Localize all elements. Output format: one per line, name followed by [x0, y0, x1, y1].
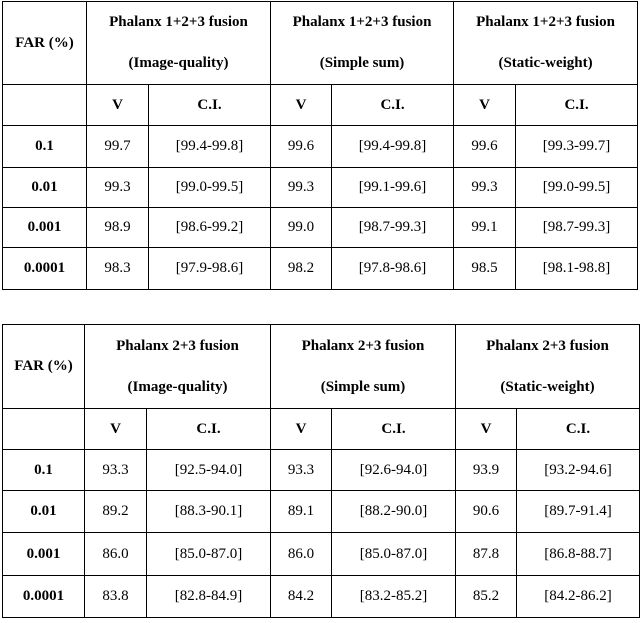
- col-ci: C.I.: [147, 409, 271, 450]
- ci-value: [99.3-99.7]: [516, 126, 638, 168]
- group-header-static-weight: [454, 2, 638, 85]
- table-row: [3, 491, 640, 533]
- group-title: Phalanx 2+3 fusion: [301, 337, 425, 354]
- v-value: 93.3: [271, 450, 332, 491]
- v-value: 86.0: [271, 533, 332, 576]
- v-value: 93.9: [456, 450, 517, 491]
- far-header: FAR (%): [3, 325, 85, 409]
- v-value: 93.3: [85, 450, 147, 491]
- v-value: 98.9: [87, 208, 149, 248]
- col-ci: C.I.: [516, 85, 638, 126]
- table-row: [3, 168, 638, 208]
- group-subtitle: (Simple sum): [319, 55, 405, 71]
- v-value: 99.6: [271, 126, 332, 168]
- ci-value: [88.3-90.1]: [147, 491, 271, 533]
- results-table-phalanx-23: [2, 324, 640, 618]
- far-value: 0.1: [3, 126, 87, 168]
- group-header-image-quality: [87, 2, 271, 85]
- ci-value: [99.4-99.8]: [149, 126, 271, 168]
- v-value: 84.2: [271, 576, 332, 618]
- table-row: [3, 248, 638, 290]
- group-subtitle: (Static-weight): [500, 378, 595, 395]
- table-row: [3, 576, 640, 618]
- col-v: V: [454, 85, 516, 126]
- col-ci: C.I.: [332, 409, 456, 450]
- ci-value: [99.0-99.5]: [516, 168, 638, 208]
- col-ci: C.I.: [517, 409, 640, 450]
- v-value: 99.3: [87, 168, 149, 208]
- ci-value: [92.6-94.0]: [332, 450, 456, 491]
- far-header: FAR (%): [3, 2, 87, 85]
- col-ci: C.I.: [332, 85, 454, 126]
- far-value: 0.001: [3, 533, 85, 576]
- ci-value: [86.8-88.7]: [517, 533, 640, 576]
- group-title: Phalanx 2+3 fusion: [116, 337, 239, 354]
- v-value: 99.0: [271, 208, 332, 248]
- ci-value: [82.8-84.9]: [147, 576, 271, 618]
- ci-value: [85.0-87.0]: [147, 533, 271, 576]
- results-table-phalanx-123: [2, 1, 638, 290]
- v-value: 99.7: [87, 126, 149, 168]
- group-header-static-weight: [456, 325, 640, 409]
- table-row: [3, 450, 640, 491]
- v-value: 85.2: [456, 576, 517, 618]
- col-ci: C.I.: [149, 85, 271, 126]
- column-header-row: [3, 85, 638, 126]
- far-value: 0.01: [3, 168, 87, 208]
- table-row: [3, 208, 638, 248]
- v-value: 99.3: [271, 168, 332, 208]
- v-value: 89.1: [271, 491, 332, 533]
- v-value: 83.8: [85, 576, 147, 618]
- v-value: 98.3: [87, 248, 149, 290]
- group-header-row: [3, 325, 640, 409]
- group-header-row: [3, 2, 638, 85]
- v-value: 86.0: [85, 533, 147, 576]
- far-value: 0.01: [3, 491, 85, 533]
- group-title: Phalanx 2+3 fusion: [486, 337, 609, 354]
- ci-value: [98.7-99.3]: [332, 208, 454, 248]
- ci-value: [99.1-99.6]: [332, 168, 454, 208]
- v-value: 90.6: [456, 491, 517, 533]
- v-value: 99.6: [454, 126, 516, 168]
- ci-value: [88.2-90.0]: [332, 491, 456, 533]
- far-value: 0.1: [3, 450, 85, 491]
- ci-value: [98.7-99.3]: [516, 208, 638, 248]
- far-value: 0.0001: [3, 576, 85, 618]
- empty-cell: [3, 409, 85, 450]
- group-subtitle: (Simple sum): [320, 378, 406, 395]
- col-v: V: [271, 85, 332, 126]
- empty-cell: [3, 85, 87, 126]
- v-value: 99.3: [454, 168, 516, 208]
- ci-value: [84.2-86.2]: [517, 576, 640, 618]
- col-v: V: [85, 409, 147, 450]
- v-value: 98.2: [271, 248, 332, 290]
- ci-value: [97.8-98.6]: [332, 248, 454, 290]
- ci-value: [97.9-98.6]: [149, 248, 271, 290]
- far-value: 0.001: [3, 208, 87, 248]
- v-value: 89.2: [85, 491, 147, 533]
- group-header-simple-sum: [271, 2, 454, 85]
- col-v: V: [271, 409, 332, 450]
- far-value: 0.0001: [3, 248, 87, 290]
- ci-value: [98.1-98.8]: [516, 248, 638, 290]
- v-value: 98.5: [454, 248, 516, 290]
- group-title: Phalanx 1+2+3 fusion: [476, 14, 615, 30]
- ci-value: [93.2-94.6]: [517, 450, 640, 491]
- ci-value: [99.4-99.8]: [332, 126, 454, 168]
- column-header-row: [3, 409, 640, 450]
- group-subtitle: (Image-quality): [128, 55, 229, 71]
- v-value: 87.8: [456, 533, 517, 576]
- ci-value: [83.2-85.2]: [332, 576, 456, 618]
- table-row: [3, 533, 640, 576]
- group-title: Phalanx 1+2+3 fusion: [109, 14, 248, 30]
- v-value: 99.1: [454, 208, 516, 248]
- ci-value: [98.6-99.2]: [149, 208, 271, 248]
- table-row: [3, 126, 638, 168]
- col-v: V: [87, 85, 149, 126]
- col-v: V: [456, 409, 517, 450]
- ci-value: [92.5-94.0]: [147, 450, 271, 491]
- group-header-simple-sum: [271, 325, 456, 409]
- ci-value: [89.7-91.4]: [517, 491, 640, 533]
- group-subtitle: (Static-weight): [498, 55, 593, 71]
- group-header-image-quality: [85, 325, 271, 409]
- group-title: Phalanx 1+2+3 fusion: [292, 14, 432, 30]
- ci-value: [99.0-99.5]: [149, 168, 271, 208]
- group-subtitle: (Image-quality): [127, 378, 228, 395]
- ci-value: [85.0-87.0]: [332, 533, 456, 576]
